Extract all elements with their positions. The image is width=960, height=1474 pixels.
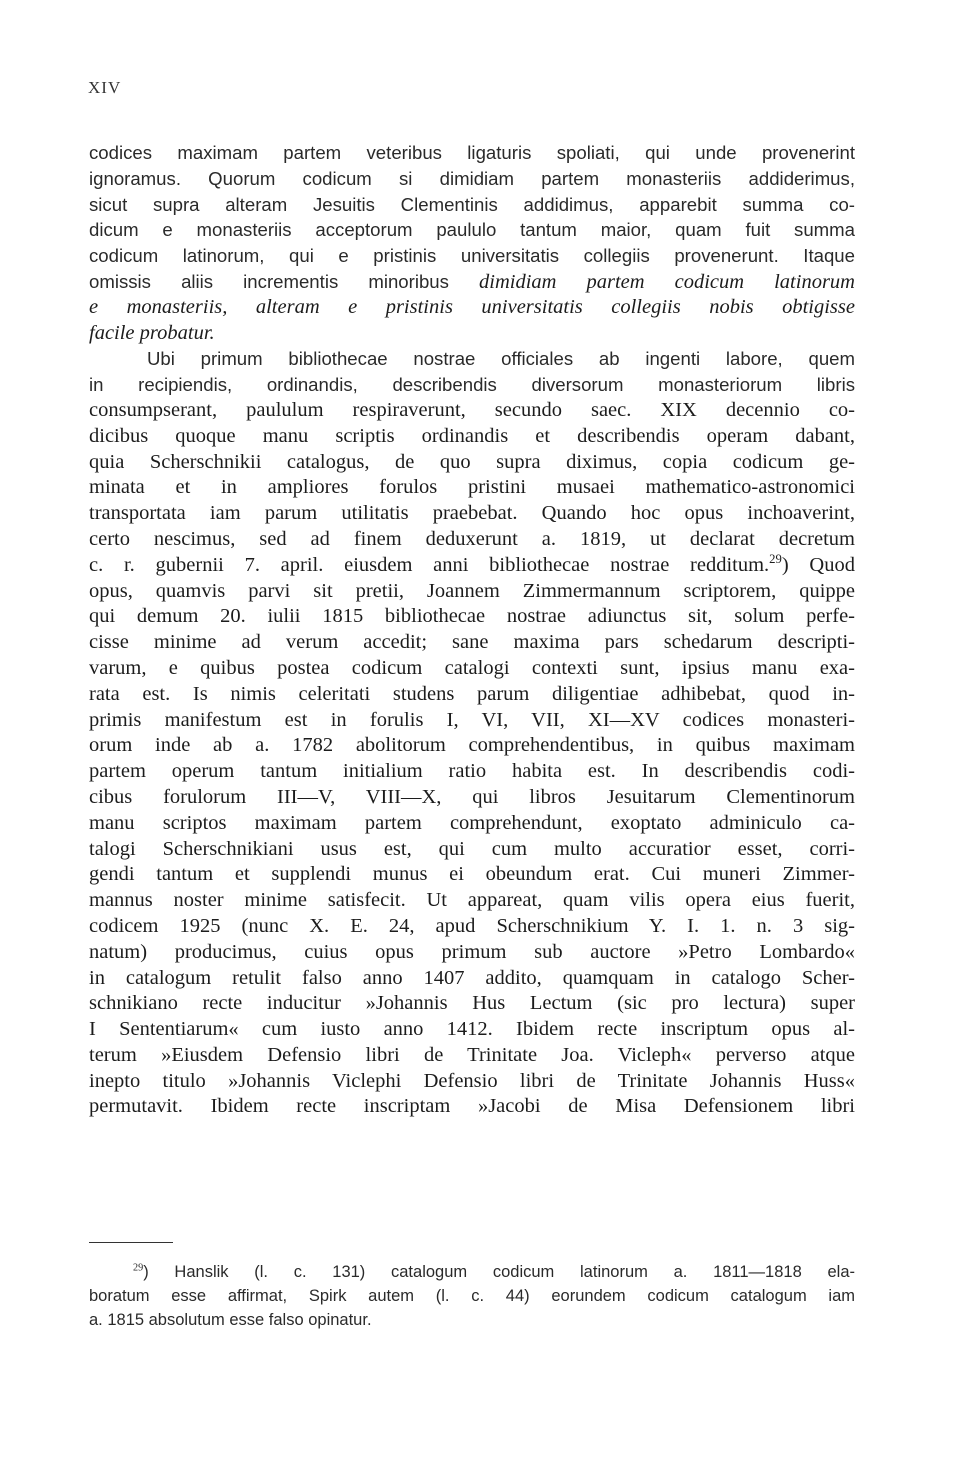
text-run: terum »Eiusdem Defensio libri de Trinitate Joa. Vicleph« perverso atque — [89, 1043, 855, 1066]
italic-text-run: e monasteriis, alteram e pristinis universitatis collegiis nobis obtigisse — [89, 295, 855, 318]
text-line — [89, 321, 855, 347]
footnote-line — [89, 1284, 855, 1308]
text-run: minata et in ampliores forulos pristini musaei mathematico-astronomici — [89, 476, 855, 499]
text-run: rata est. Is nimis celeritati studens parum diligentiae adhibebat, quod in- — [89, 682, 855, 705]
text-line — [89, 140, 855, 166]
footnote-line — [89, 1260, 855, 1284]
text-line — [89, 862, 855, 888]
text-line — [89, 785, 855, 811]
text-line — [89, 217, 855, 243]
text-line — [89, 295, 855, 321]
text-run: inepto titulo »Johannis Viclephi Defensio libri de Trinitate Johannis Huss« — [89, 1069, 855, 1092]
text-run: varum, e quibus postea codicum catalogi contexti sunt, ipsius manu exa- — [89, 656, 855, 679]
text-line — [89, 269, 855, 295]
text-run: partem operum tantum initialium ratio habita est. In describendis codi- — [89, 760, 855, 783]
text-run: opus, quamvis parvi sit pretii, Joannem Zimmermannum scriptorem, quippe — [89, 579, 855, 602]
italic-text-run: dimidiam partem codicum latinorum — [479, 270, 855, 293]
text-line — [89, 733, 855, 759]
text-line — [89, 837, 855, 863]
text-run: quia Scherschnikii catalogus, de quo supra diximus, copia codicum ge- — [89, 450, 855, 473]
text-line — [89, 166, 855, 192]
text-run: ) Quod — [781, 553, 855, 576]
text-run: natum) producimus, cuius opus primum sub auctore »Petro Lombardo« — [89, 940, 855, 963]
text-line — [89, 553, 855, 579]
text-run: transportata iam parum utilitatis praebebat. Quando hoc opus inchoaverint, — [89, 502, 855, 525]
text-line — [89, 424, 855, 450]
text-run: certo nescimus, sed ad finem deduxerunt a. 1819, ut declarat decretum — [89, 527, 855, 550]
text-run: consumpserant, paululum respiraverunt, secundo saec. XIX decennio co- — [89, 398, 855, 421]
text-line — [89, 475, 855, 501]
text-run: gendi tantum et supplendi munus ei obeundum erat. Cui muneri Zimmer- — [89, 863, 855, 886]
text-run: qui demum 20. iulii 1815 bibliothecae nostrae adiunctus sit, solum perfe- — [89, 605, 855, 628]
text-run: in recipiendis, ordinandis, describendis diversorum monasteriorum libris — [89, 374, 855, 396]
text-line — [89, 630, 855, 656]
footnote-rule — [89, 1242, 173, 1243]
text-line — [89, 501, 855, 527]
italic-text-run: facile probatur. — [89, 321, 215, 344]
text-run: codices maximam partem veteribus ligaturis spoliati, qui unde provenerint — [89, 142, 855, 163]
footnotes — [89, 1260, 855, 1332]
text-run: cibus forulorum III—V, VIII—X, qui libros Jesuitarum Clementinorum — [89, 785, 855, 808]
text-line — [89, 940, 855, 966]
text-line — [89, 656, 855, 682]
text-line — [89, 914, 855, 940]
text-line — [89, 966, 855, 992]
text-line — [89, 243, 855, 269]
text-line — [89, 1017, 855, 1043]
text-run: cisse minime ad verum accedit; sane maxima pars schedarum descripti- — [89, 631, 855, 654]
text-run: omissis aliis incrementis minoribus — [89, 270, 480, 292]
text-line — [89, 708, 855, 734]
text-run: boratum esse affirmat, Spirk autem (l. c. 44) eorundem codicum catalogum iam — [89, 1287, 855, 1305]
text-run: dicibus quoque manu scriptis ordinandis et describendis operam dabant, — [89, 424, 855, 447]
text-run: ) Hanslik (l. c. 131) catalogum codicum latinorum a. 1811—1818 ela- — [143, 1263, 855, 1281]
text-run: ignoramus. Quorum codicum si dimidiam partem monasteriis addiderimus, — [89, 167, 855, 189]
page-number: XIV — [88, 78, 122, 97]
text-line — [89, 450, 855, 476]
footnote-line — [89, 1308, 855, 1332]
text-line — [89, 604, 855, 630]
text-run: talogi Scherschnikiani usus est, qui cum multo accuratior esset, corri- — [89, 837, 855, 860]
text-run: codicem 1925 (nunc X. E. 24, apud Scherschnikium Y. I. 1. n. 3 sig- — [89, 914, 855, 937]
text-line — [89, 1094, 855, 1120]
text-run: primis manifestum est in forulis I, VI, VII, XI—XV codices monasteri- — [89, 708, 855, 731]
text-run: codicum latinorum, qui e pristinis universitatis collegiis provenerunt. Itaque — [89, 245, 855, 267]
text-run: in catalogum retulit falso anno 1407 addito, quamquam in catalogo Scher- — [89, 966, 855, 989]
text-run: schnikiano recte inducitur »Johannis Hus Lectum (sic pro lectura) super — [89, 992, 855, 1015]
text-line — [89, 811, 855, 837]
body-text — [89, 140, 855, 1120]
text-line — [89, 372, 855, 398]
text-line — [89, 346, 855, 372]
text-run: sicut supra alteram Jesuitis Clementinis addidimus, apparebit summa co- — [89, 193, 855, 215]
text-run: mannus noster minime satisfecit. Ut appareat, quam vilis opera eius fuerit, — [89, 889, 855, 912]
text-run: dicum e monasteriis acceptorum paululo tantum maior, quam fuit summa — [89, 219, 855, 241]
text-line — [89, 398, 855, 424]
footnote-marker: 29 — [133, 1262, 144, 1274]
text-line — [89, 1043, 855, 1069]
text-line — [89, 527, 855, 553]
text-line — [89, 579, 855, 605]
text-line — [89, 991, 855, 1017]
text-line — [89, 759, 855, 785]
text-run: orum inde ab a. 1782 abolitorum comprehendentibus, in quibus maximam — [89, 734, 855, 757]
text-run: c. r. gubernii 7. april. eiusdem anni bibliothecae nostrae redditum. — [89, 553, 770, 576]
text-line — [89, 1069, 855, 1095]
text-run: manu scriptos maximam partem comprehendunt, exoptato adminiculo ca- — [89, 811, 855, 834]
text-line — [89, 682, 855, 708]
text-run: I Sententiarum« cum iusto anno 1412. Ibidem recte inscriptum opus al- — [89, 1018, 855, 1041]
footnote-marker: 29 — [769, 551, 782, 566]
text-line — [89, 192, 855, 218]
text-run: permutavit. Ibidem recte inscriptam »Jacobi de Misa Defensionem libri — [89, 1095, 855, 1118]
text-run: Ubi primum bibliothecae nostrae officiales ab ingenti labore, quem — [147, 348, 855, 370]
text-line — [89, 888, 855, 914]
text-run: a. 1815 absolutum esse falso opinatur. — [89, 1311, 372, 1329]
